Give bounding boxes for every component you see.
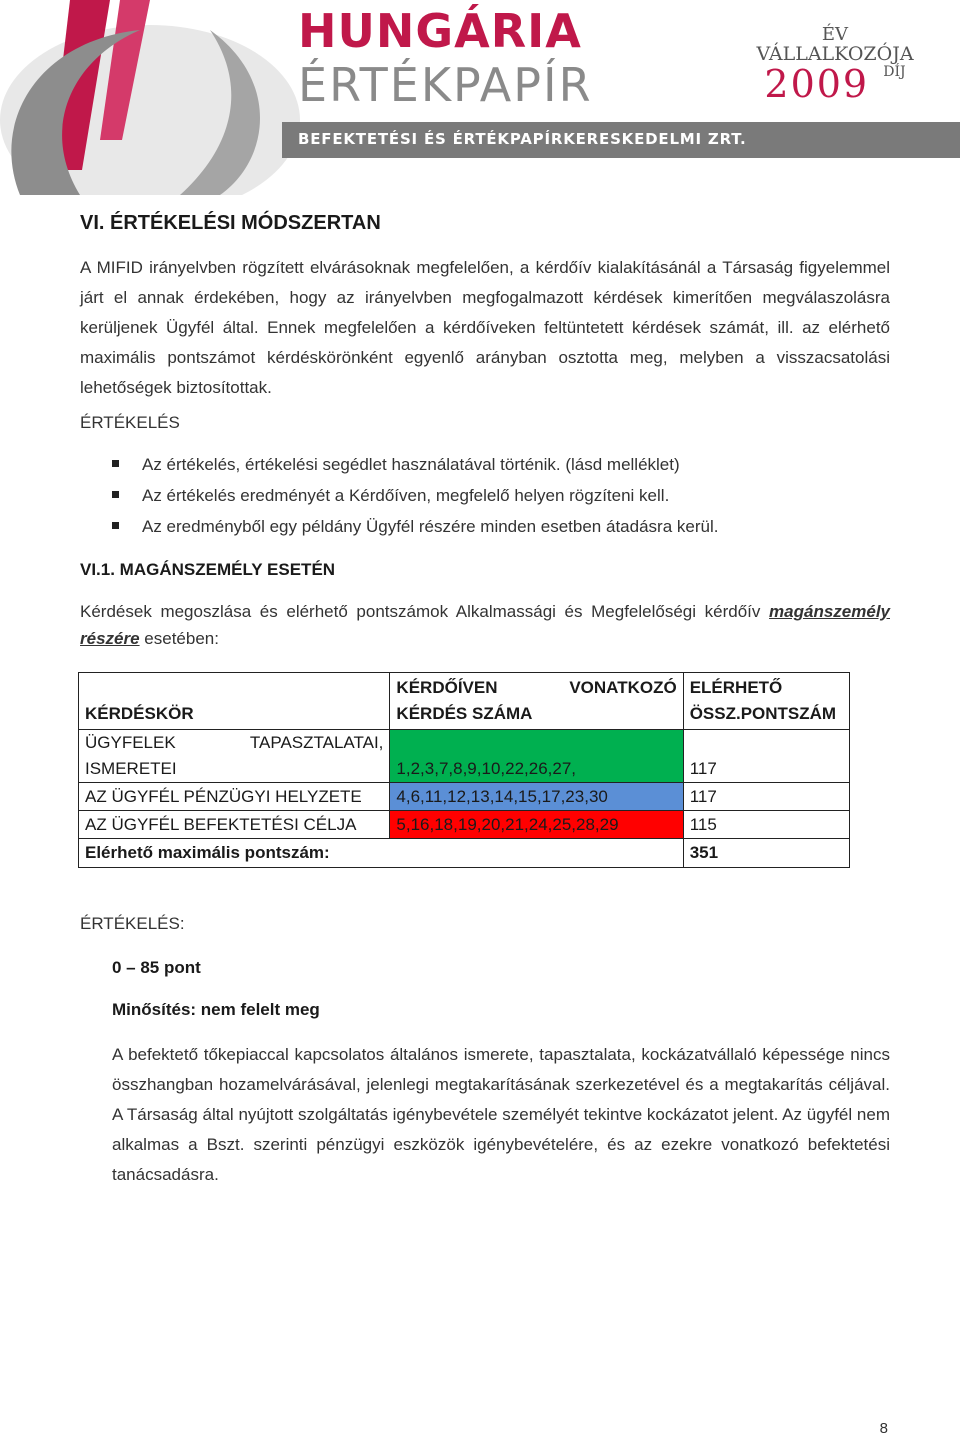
section-intro: A MIFID irányelvben rögzített elvárásoknak megfelelően, a kérdőív kialakításánál a Társaság figyelemmel járt el annak érdekében, hogy az irányelvben megfogalmazott kérdések kimerítően megválaszolásra kerüljenek Ügyfél által. Ennek megfelelően a kérdőíveken feltüntetett kérdések számát, ill. az elérhető maximális pontszámot kérdéskörönként egyenlő arányban osztotta meg, melyben a visszacsatolási lehetőségek biztosítottak. xyxy=(80,258,890,397)
company-logo-mark xyxy=(0,0,300,195)
page-header xyxy=(0,0,960,195)
award-year: 2009 xyxy=(764,61,870,106)
header-questions-c: KÉRDÉS SZÁMA xyxy=(396,704,533,723)
brand-bar-text: BEFEKTETÉSI ÉS ÉRTÉKPAPÍRKERESKEDELMI ZRT. xyxy=(298,130,747,148)
brand-subtitle: ÉRTÉKPAPÍR xyxy=(298,58,593,112)
row-points: 117 xyxy=(683,730,849,783)
table-total-row xyxy=(79,839,850,868)
bullet-item xyxy=(80,449,890,480)
table-row xyxy=(79,783,850,811)
row-questions: 4,6,11,12,13,14,15,17,23,30 xyxy=(390,783,683,811)
evaluation-bullets xyxy=(80,449,890,542)
header-questions xyxy=(390,673,683,730)
total-label: Elérhető maximális pontszám: xyxy=(79,839,684,868)
award-line-2: VÁLLALKOZÓJA xyxy=(756,43,914,65)
row-topic-c: ISMERETEI xyxy=(85,759,177,778)
row-points: 117 xyxy=(683,783,849,811)
award-badge xyxy=(745,24,925,106)
bullet-item xyxy=(80,511,890,542)
header-points-b: ÖSSZ.PONTSZÁM xyxy=(689,704,837,723)
document-body xyxy=(80,212,890,1190)
row-topic: AZ ÜGYFÉL BEFEKTETÉSI CÉLJA xyxy=(79,811,390,839)
table-intro-emphasis: magánszemély részére xyxy=(80,602,890,648)
row-questions: 5,16,18,19,20,21,24,25,28,29 xyxy=(390,811,683,839)
row-points: 115 xyxy=(683,811,849,839)
evaluation-label: ÉRTÉKELÉS: xyxy=(80,914,185,933)
total-points: 351 xyxy=(683,839,849,868)
subsection-title: VI.1. MAGÁNSZEMÉLY ESETÉN xyxy=(80,560,336,579)
table-intro-suffix: esetében: xyxy=(139,629,219,648)
row-topic-b: TAPASZTALATAI, xyxy=(249,733,384,752)
page-number: 8 xyxy=(879,1420,888,1437)
brand-title: HUNGÁRIA xyxy=(298,4,582,58)
brand-bar xyxy=(282,122,960,158)
evaluation-heading: ÉRTÉKELÉS xyxy=(80,413,180,432)
award-year-line xyxy=(745,61,925,106)
row-questions: 1,2,3,7,8,9,10,22,26,27, xyxy=(390,730,683,783)
row-topic xyxy=(79,730,390,783)
table-intro-text: Kérdések megoszlása és elérhető pontszámok Alkalmassági és Megfelelőségi kérdőív xyxy=(80,602,770,621)
row-topic: AZ ÜGYFÉL PÉNZÜGYI HELYZETE xyxy=(79,783,390,811)
header-topic: KÉRDÉSKÖR xyxy=(79,673,390,730)
bullet-text: Az értékelés eredményét a Kérdőíven, megfelelő helyen rögzíteni kell. xyxy=(142,486,670,505)
header-points-a: ELÉRHETŐ xyxy=(689,678,783,697)
points-table xyxy=(78,672,850,868)
bullet-item xyxy=(80,480,890,511)
section-title: VI. ÉRTÉKELÉSI MÓDSZERTAN xyxy=(80,212,381,234)
table-intro xyxy=(80,598,890,652)
bullet-text: Az értékelés, értékelési segédlet használatával történik. (lásd melléklet) xyxy=(142,455,680,474)
award-suffix: DÍJ xyxy=(883,63,906,80)
rating-description: A befektető tőkepiaccal kapcsolatos általános ismerete, tapasztalata, kockázatvállaló képessége nincs összhangban hozamelvárásával, jelenlegi megtakarításának szerkezetével és a megtakarítás céljával. A Társaság által nyújtott szolgáltatás igénybevétele személyét tekintve kockázatot jelent. Az ügyfél nem alkalmas a Bszt. szerinti pénzügyi eszközök igénybevételére, és az ezekre vonatkozó befektetési tanácsadásra. xyxy=(112,1045,890,1184)
bullet-square-icon xyxy=(112,522,119,529)
bullet-square-icon xyxy=(112,491,119,498)
award-line-1: ÉV xyxy=(821,24,849,45)
table-row xyxy=(79,730,850,783)
header-points xyxy=(683,673,849,730)
header-questions-b: VONATKOZÓ xyxy=(569,678,677,697)
table-row xyxy=(79,811,850,839)
header-questions-a: KÉRDŐÍVEN xyxy=(396,678,498,697)
bullet-text: Az eredményből egy példány Ügyfél részére minden esetben átadásra kerül. xyxy=(142,517,719,536)
rating: Minősítés: nem felelt meg xyxy=(112,1000,320,1019)
bullet-square-icon xyxy=(112,460,119,467)
row-topic-a: ÜGYFELEK xyxy=(85,733,176,752)
table-header-row xyxy=(79,673,850,730)
score-range: 0 – 85 pont xyxy=(112,958,201,977)
